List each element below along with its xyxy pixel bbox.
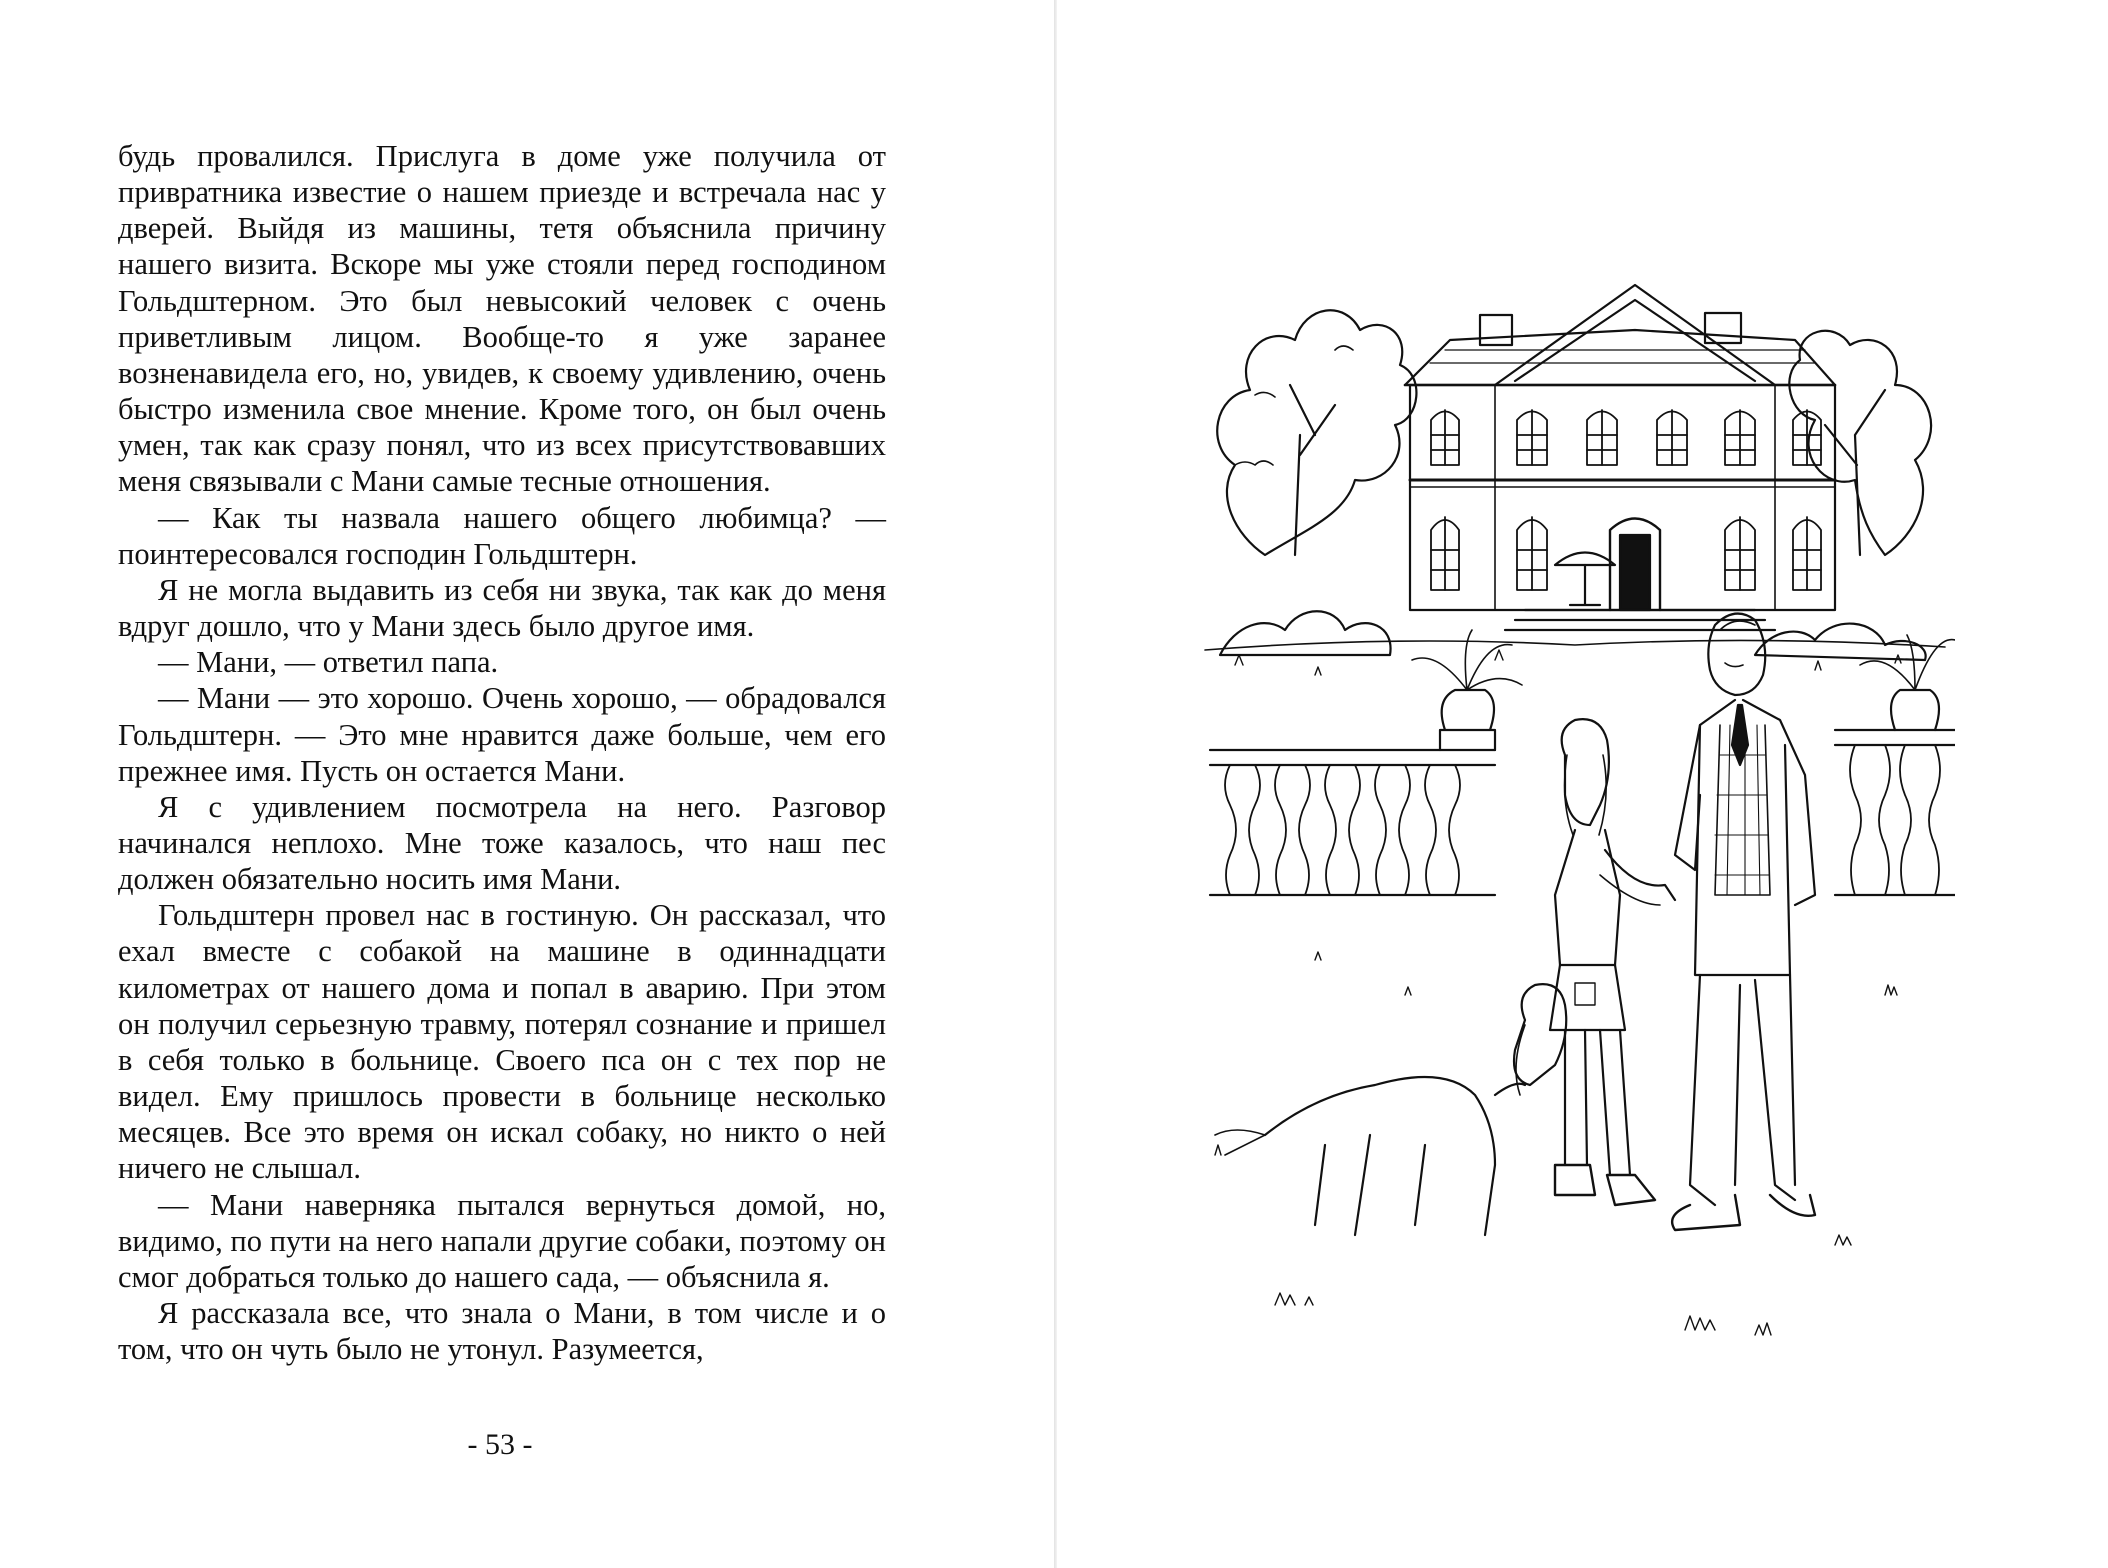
paragraph: — Мани, — ответил папа. (158, 645, 499, 680)
paragraph: — Мани наверняка пытался вернуться домой, но, видимо, по пути на него напали другие собаки, поэтому он смог добраться только до нашего сада, — объяснила я. (118, 1187, 886, 1294)
illustration-drawing (1195, 135, 1955, 1405)
paragraph: Я не могла выдавить из себя ни звука, так как до меня вдруг дошло, что у Мани здесь было другое имя. (118, 572, 886, 644)
paragraph: будь провалился. Прислуга в доме уже получила от привратника известие о нашем приезде и встречала нас у дверей. Выйдя из машины, тетя объяснила причину нашего визита. Вскоре мы уже стояли перед господином Гольдштерном. Это был невысокий человек с очень приветливым лицом. Вообще-то я уже заранее возненавидела его, но, увидев, к своему удивлению, очень быстро изменила свое мнение. Кроме того, он был очень умен, так как сразу понял, что из всех присутствовавших меня связывали с Мани самые тесные отношения. (118, 139, 886, 499)
illustration (1195, 135, 1955, 1405)
mansion-drawing (1205, 285, 1945, 675)
page-number: - 53 - (467, 1428, 533, 1461)
paragraph: — Как ты назвала нашего общего любимца? — поинтересовался господин Гольдштерн. (118, 500, 886, 571)
man-figure (1672, 614, 1815, 1230)
girl-figure (1550, 719, 1675, 1205)
dog-figure (1215, 984, 1566, 1235)
paragraph: Гольдштерн провел нас в гостиную. Он рассказал, что ехал вместе с собакой на машине в одиннадцати километрах от нашего дома и попал в аварию. При этом он получил серьезную травму, потерял сознание и пришел в себя только в больнице. Своего пса он с тех пор не видел. Ему пришлось провести в больнице несколько месяцев. Все это время он искал собаку, но никто о ней ничего не слышал. (118, 898, 886, 1186)
paragraph: Я с удивлением посмотрела на него. Разговор начинался неплохо. Мне тоже казалось, что наш пес должен обязательно носить имя Мани. (118, 789, 886, 897)
balustrade-drawing (1210, 630, 1955, 895)
paragraph: — Мани — это хорошо. Очень хорошо, — обрадовался Гольдштерн. — Это мне нравится даже больше, чем его прежнее имя. Пусть он остается Мани. (118, 681, 886, 788)
body-text (118, 138, 886, 1367)
paragraph: Я рассказала все, что знала о Мани, в том числе и о том, что он чуть было не утонул. Разумеется, (118, 1296, 886, 1367)
